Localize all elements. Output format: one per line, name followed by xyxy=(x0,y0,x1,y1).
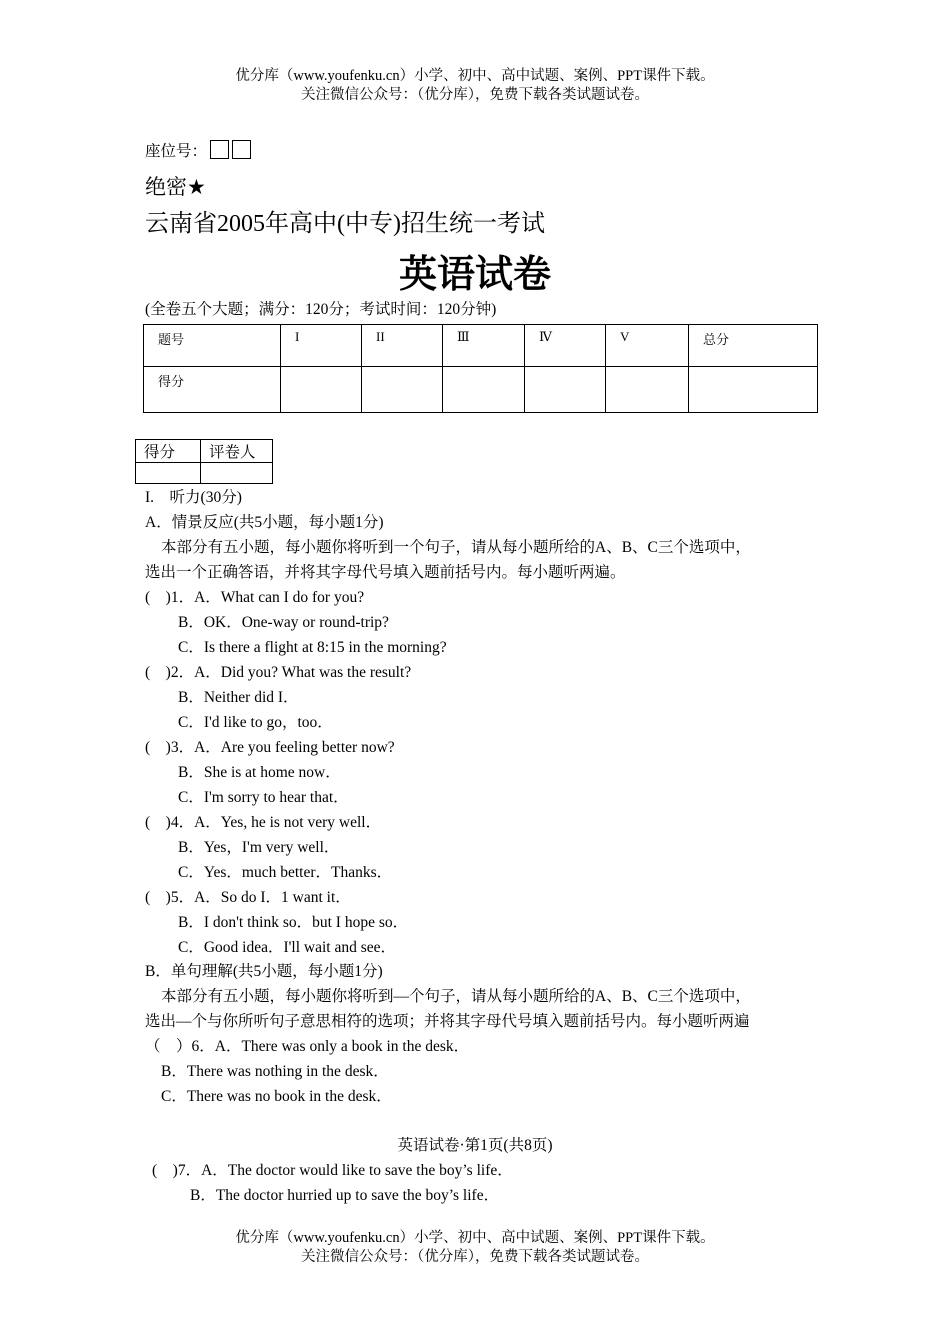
q5-option-a: ( )5．A．So do I．1 want it． xyxy=(145,889,351,906)
part-b-instruction-1: 本部分有五小题，每小题你将听到—个句子，请从每小题所给的A、B、C三个选项中， xyxy=(161,988,751,1005)
footer-watermark-line2: 关注微信公众号：（优分库），免费下载各类试题试卷。 xyxy=(301,1249,649,1265)
score-header-label: 题号 xyxy=(144,325,281,367)
seat-box-2 xyxy=(232,140,251,159)
section-1-title: I. 听力(30分) xyxy=(145,489,242,506)
q5-option-c: C．Good idea．I'll wait and see． xyxy=(178,939,397,956)
score-cell-4[interactable] xyxy=(525,367,606,413)
q6-option-a: （ ）6．A．There was only a book in the desk． xyxy=(145,1038,470,1055)
part-a-instruction-1: 本部分有五小题，每小题你将听到一个句子，请从每小题所给的A、B、C三个选项中， xyxy=(161,539,751,556)
seat-box-1 xyxy=(210,140,229,159)
part-a-instruction-2: 选出一个正确答语，并将其字母代号填入题前括号内。每小题听两遍。 xyxy=(145,564,626,581)
score-cell-total[interactable] xyxy=(689,367,818,413)
q2-option-a: ( )2．A．Did you? What was the result? xyxy=(145,664,412,681)
score-row-label: 得分 xyxy=(144,367,281,413)
q7-option-b: B．The doctor hurried up to save the boy’s life． xyxy=(190,1187,500,1204)
q1-option-b: B．OK．One-way or round-trip? xyxy=(178,614,389,631)
score-header-3: Ⅲ xyxy=(443,325,525,367)
q1-option-c: C．Is there a flight at 8:15 in the morning? xyxy=(178,639,447,656)
paper-title: 英语试卷 xyxy=(398,252,551,296)
q3-option-b: B．She is at home now． xyxy=(178,764,341,781)
score-table-score-row xyxy=(144,367,818,413)
score-header-5: V xyxy=(606,325,689,367)
q6-option-b: B．There was nothing in the desk． xyxy=(161,1063,389,1080)
q5-option-b: B．I don't think so．but I hope so． xyxy=(178,914,409,931)
q4-option-c: C．Yes．much better．Thanks． xyxy=(178,864,393,881)
score-header-2: II xyxy=(362,325,443,367)
header-watermark-line2: 关注微信公众号：（优分库），免费下载各类试题试卷。 xyxy=(301,87,649,103)
q3-option-c: C．I'm sorry to hear that． xyxy=(178,789,349,806)
exam-title: 云南省2005年高中(中专)招生统一考试 xyxy=(145,211,545,237)
q2-option-b: B．Neither did I． xyxy=(178,689,299,706)
grader-score-cell[interactable] xyxy=(136,463,201,484)
footer-watermark-line1: 优分库（www.youfenku.cn）小学、初中、高中试题、案例、PPT课件下载。 xyxy=(235,1230,715,1246)
q3-option-a: ( )3．A．Are you feeling better now? xyxy=(145,739,395,756)
seat-label: 座位号： xyxy=(145,143,208,160)
score-header-4: Ⅳ xyxy=(525,325,606,367)
score-header-1: I xyxy=(281,325,362,367)
part-b-title: B．单句理解(共5小题，每小题1分) xyxy=(145,963,383,980)
grader-name-label: 评卷人 xyxy=(201,440,273,463)
q4-option-a: ( )4．A．Yes, he is not very well． xyxy=(145,814,382,831)
score-cell-3[interactable] xyxy=(443,367,525,413)
score-cell-1[interactable] xyxy=(281,367,362,413)
part-a-title: A．情景反应(共5小题，每小题1分) xyxy=(145,514,384,531)
score-table xyxy=(143,324,818,413)
q4-option-b: B．Yes，I'm very well． xyxy=(178,839,340,856)
q6-option-c: C．There was no book in the desk． xyxy=(161,1088,392,1105)
page-footer: 英语试卷·第1页(共8页) xyxy=(397,1137,553,1154)
part-b-instruction-2: 选出—个与你所听句子意思相符的选项；并将其字母代号填入题前括号内。每小题听两遍 xyxy=(145,1013,750,1030)
score-table-header-row xyxy=(144,325,818,367)
score-cell-5[interactable] xyxy=(606,367,689,413)
secret-label: 绝密★ xyxy=(145,175,206,199)
grader-score-label: 得分 xyxy=(136,440,201,463)
header-watermark-line1: 优分库（www.youfenku.cn）小学、初中、高中试题、案例、PPT课件下载。 xyxy=(235,68,715,84)
exam-info: (全卷五个大题；满分：120分；考试时间：120分钟) xyxy=(145,301,497,318)
score-header-total: 总分 xyxy=(689,325,818,367)
q2-option-c: C．I'd like to go，too． xyxy=(178,714,333,731)
seat-number xyxy=(145,140,251,162)
q7-option-a: ( )7．A．The doctor would like to save the boy’s life． xyxy=(152,1162,513,1179)
grader-name-cell[interactable] xyxy=(201,463,273,484)
grader-table xyxy=(135,439,273,484)
score-cell-2[interactable] xyxy=(362,367,443,413)
q1-option-a: ( )1．A．What can I do for you? xyxy=(145,589,365,606)
